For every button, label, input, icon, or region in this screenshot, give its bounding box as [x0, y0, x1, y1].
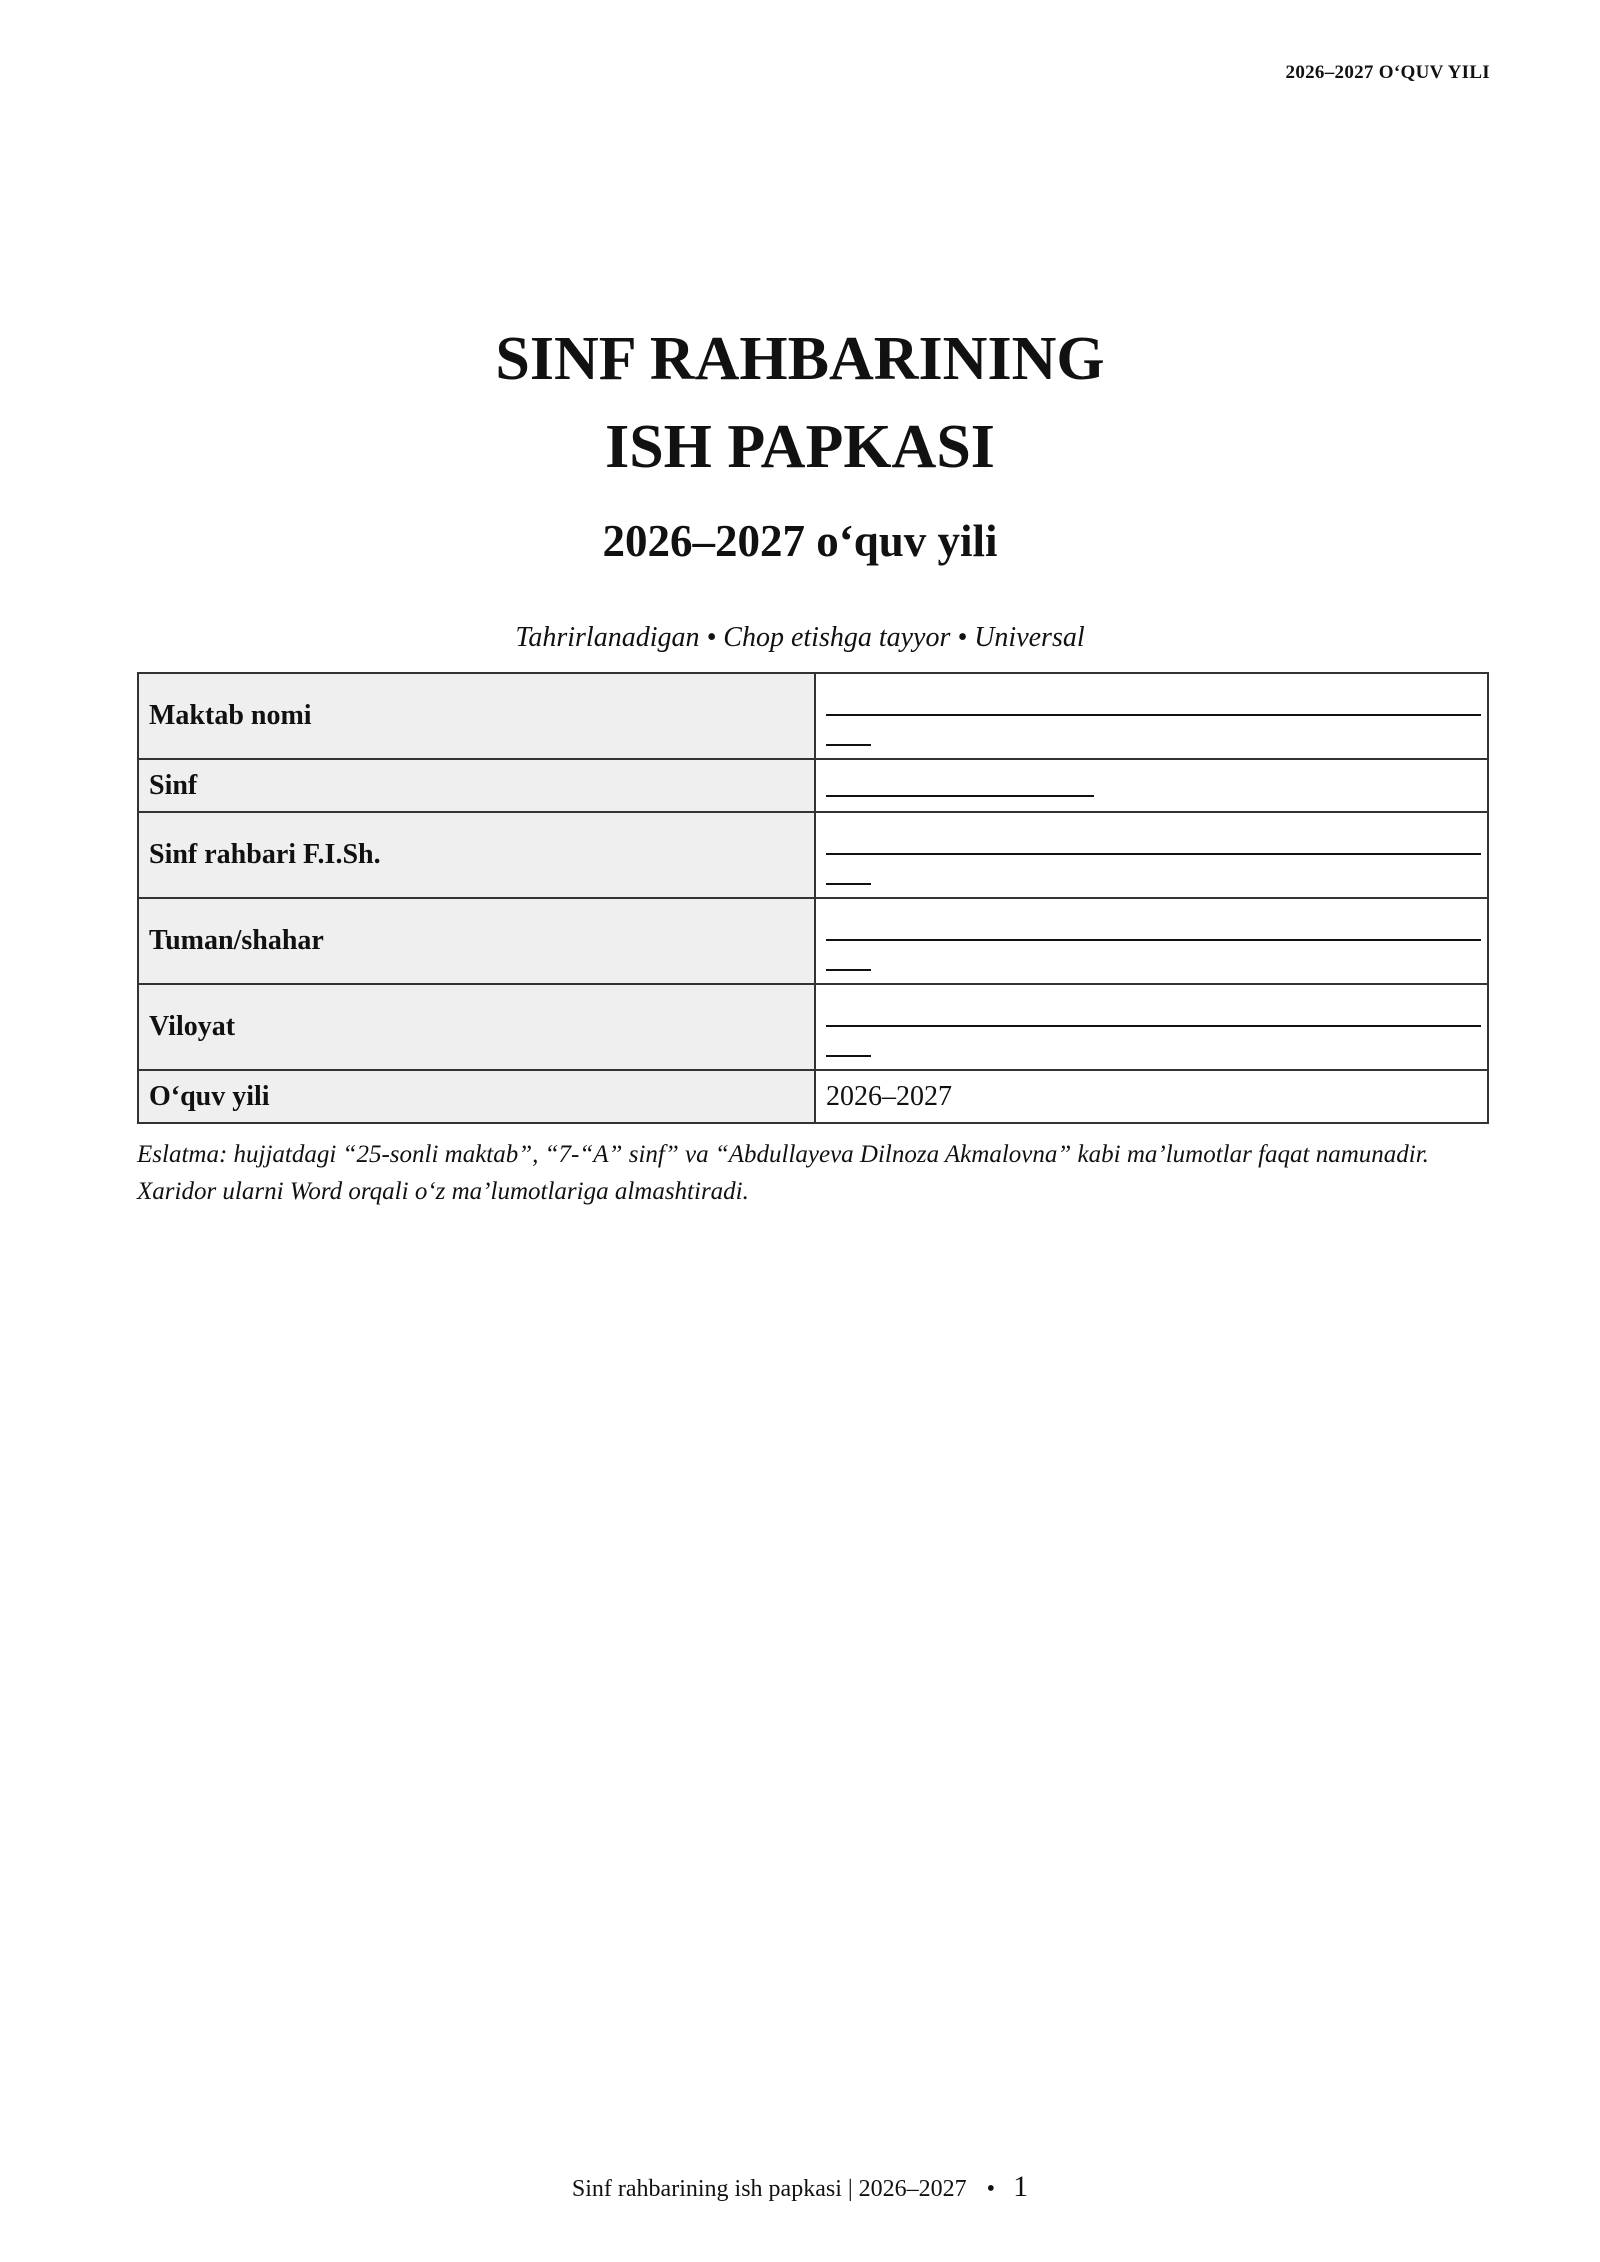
- footer-bullet: •: [986, 2176, 996, 2202]
- page-number: 1: [1013, 2170, 1029, 2203]
- fill-line: [826, 686, 1481, 716]
- label-region: Viloyat: [138, 984, 815, 1070]
- page-footer: [0, 2170, 1600, 2204]
- label-school-name: Maktab nomi: [138, 673, 815, 759]
- document-subtitle: 2026–2027 o‘quv yili: [602, 516, 998, 566]
- label-district: Tuman/shahar: [138, 898, 815, 984]
- fill-line-short: [826, 767, 1094, 797]
- title-line-1: SINF RAHBARINING: [495, 325, 1105, 393]
- table-row-district: [138, 898, 1488, 984]
- field-academic-year[interactable]: 2026–2027: [815, 1070, 1488, 1123]
- label-academic-year: O‘quv yili: [138, 1070, 815, 1123]
- field-teacher-name[interactable]: [815, 812, 1488, 898]
- title-line-2: ISH PAPKASI: [605, 413, 995, 481]
- fill-line-tail: [826, 941, 871, 971]
- table-row-school-name: [138, 673, 1488, 759]
- fill-line-tail: [826, 1027, 871, 1057]
- note-text: Eslatma: hujjatdagi “25-sonli maktab”, “7-“A” sinf” va “Abdullayeva Dilnoza Akmalovna” kabi ma’lumotlar faqat namunadir. Xaridor ularni Word orqali o‘z ma’lumotlariga almashtiradi.: [137, 1141, 1429, 1205]
- fill-line-tail: [826, 855, 871, 885]
- document-title: [0, 315, 1600, 491]
- document-tagline: Tahrirlanadigan • Chop etishga tayyor • Universal: [515, 622, 1085, 653]
- table-row-teacher-name: [138, 812, 1488, 898]
- fill-line: [826, 911, 1481, 941]
- label-class: Sinf: [138, 759, 815, 812]
- field-class[interactable]: [815, 759, 1488, 812]
- label-teacher-name: Sinf rahbari F.I.Sh.: [138, 812, 815, 898]
- table-row-academic-year: [138, 1070, 1488, 1123]
- info-table: [137, 672, 1489, 1124]
- fill-line: [826, 825, 1481, 855]
- footer-text: Sinf rahbarining ish papkasi | 2026–2027: [571, 2176, 967, 2202]
- field-region[interactable]: [815, 984, 1488, 1070]
- field-school-name[interactable]: [815, 673, 1488, 759]
- table-row-class: [138, 759, 1488, 812]
- running-header: 2026–2027 O‘QUV YILI: [1285, 62, 1490, 83]
- table-row-region: [138, 984, 1488, 1070]
- fill-line-tail: [826, 716, 871, 746]
- fill-line: [826, 997, 1481, 1027]
- field-district[interactable]: [815, 898, 1488, 984]
